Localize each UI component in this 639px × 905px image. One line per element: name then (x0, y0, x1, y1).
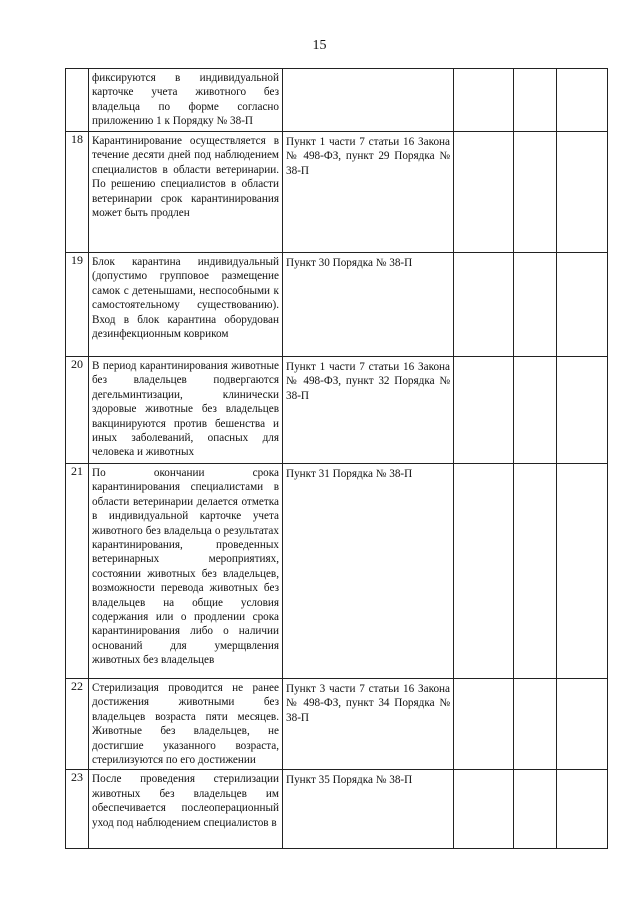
note-cell (557, 132, 608, 253)
requirement-text: фиксируются в индивидуальной карточке учета животного без владельца по форме согласно приложению 1 к Порядку № 38-П (92, 72, 279, 128)
answer-cell (514, 69, 557, 132)
reference-cell (283, 464, 454, 679)
answer-cell (454, 770, 514, 849)
reference-text: Пункт 3 части 7 статьи 16 Закона № 498-ФЗ, пункт 34 Порядка № 38-П (286, 683, 450, 724)
answer-cell (454, 132, 514, 253)
reference-text: Пункт 1 части 7 статьи 16 Закона № 498-ФЗ, пункт 29 Порядка № 38-П (286, 136, 450, 177)
requirement-cell (89, 770, 283, 849)
table-row (66, 69, 608, 132)
row-number: 20 (66, 357, 89, 464)
note-cell (557, 770, 608, 849)
reference-text: Пункт 30 Порядка № 38-П (286, 257, 413, 269)
row-number: 22 (66, 679, 89, 770)
requirement-text: Блок карантина индивидуальный (допустимо групповое размещение самок с детенышами, неспособными к самостоятельному существованию). Вход в блок карантина оборудован дезинфекционным ковриком (92, 256, 279, 341)
answer-cell (514, 253, 557, 357)
requirement-cell (89, 464, 283, 679)
reference-cell (283, 69, 454, 132)
reference-cell (283, 679, 454, 770)
requirement-text: По окончании срока карантинирования специалистами в области ветеринарии делается отметка в индивидуальной карточке учета животного без владельца о результатах карантинирования, проведенных ветеринарных мероприятиях, состоянии животных без владельцев, возможности перевода животных без владельцев на общие условия содержания или о продлении срока карантинирования либо о наличии оснований для умерщвления животных без владельцев (92, 467, 279, 667)
requirement-text: Карантинирование осуществляется в течение десяти дней под наблюдением специалистов в области ветеринарии. По решению специалистов в области ветеринарии срок карантинирования может быть продлен (92, 135, 279, 220)
reference-cell (283, 253, 454, 357)
note-cell (557, 357, 608, 464)
reference-text (283, 69, 453, 74)
table-row (66, 357, 608, 464)
row-number: 18 (66, 132, 89, 253)
answer-cell (514, 770, 557, 849)
answer-cell (514, 132, 557, 253)
requirement-text: В период карантинирования животные без владельцев подвергаются дегельминтизации, клинически здоровые животные без владельцев вакцинируются против бешенства и иных заболеваний, опасных для человека и животных (92, 360, 279, 459)
requirement-cell (89, 132, 283, 253)
note-cell (557, 464, 608, 679)
row-number: 19 (66, 253, 89, 357)
row-number (66, 69, 89, 132)
table-row (66, 679, 608, 770)
reference-text: Пункт 35 Порядка № 38-П (286, 774, 413, 787)
table-row (66, 132, 608, 253)
requirement-cell (89, 357, 283, 464)
note-cell (557, 253, 608, 357)
table-row (66, 464, 608, 679)
table-row (66, 253, 608, 357)
reference-cell (283, 132, 454, 253)
note-cell (557, 679, 608, 770)
answer-cell (454, 253, 514, 357)
answer-cell (454, 69, 514, 132)
answer-cell (514, 464, 557, 679)
requirement-cell (89, 253, 283, 357)
answer-cell (454, 679, 514, 770)
requirement-text: Стерилизация проводится не ранее достижения животными без владельцев возраста пяти месяцев. Животные без владельцев, не достигшие указанного возраста, стерилизуются по его достижении (92, 682, 279, 767)
reference-text: Пункт 1 части 7 статьи 16 Закона № 498-ФЗ, пункт 32 Порядка № 38-П (286, 361, 450, 402)
requirement-cell (89, 679, 283, 770)
reference-cell (283, 770, 454, 849)
requirement-text: После проведения стерилизации животных без владельцев им обеспечивается послеоперационный уход под наблюдением специалистов в (92, 773, 279, 829)
row-number: 23 (66, 770, 89, 849)
answer-cell (454, 357, 514, 464)
requirements-table (65, 68, 608, 849)
answer-cell (514, 679, 557, 770)
answer-cell (514, 357, 557, 464)
answer-cell (454, 464, 514, 679)
note-cell (557, 69, 608, 132)
requirement-cell (89, 69, 283, 132)
page-number: 15 (312, 38, 327, 53)
table-row (66, 770, 608, 849)
reference-cell (283, 357, 454, 464)
row-number: 21 (66, 464, 89, 679)
reference-text: Пункт 31 Порядка № 38-П (286, 468, 413, 480)
